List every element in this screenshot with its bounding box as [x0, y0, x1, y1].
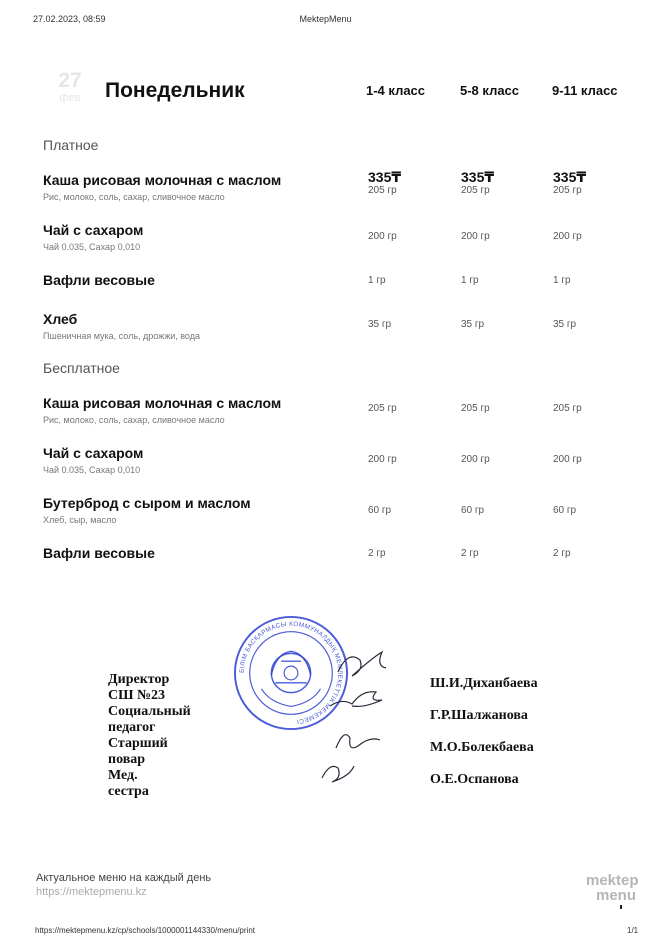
- print-site-name: MektepMenu: [299, 14, 352, 24]
- brand-logo: [586, 872, 639, 904]
- portion: 205 гр: [461, 185, 490, 196]
- dish-ingredients: Пшеничная мука, соль, дрожжи, вода: [43, 331, 200, 341]
- signature-person: О.Е.Оспанова: [430, 772, 519, 787]
- portion-cell: 200 гр: [461, 454, 490, 465]
- menu-item: [43, 395, 343, 426]
- portion-cell: 205 гр: [368, 403, 397, 414]
- brand-line-2: menu: [595, 887, 636, 904]
- portion-cell: 35 гр: [553, 319, 577, 330]
- portion-cell: 200 гр: [461, 231, 490, 242]
- dish-name: Хлеб: [43, 311, 78, 327]
- signature-person: Г.Р.Шалжанова: [430, 708, 528, 723]
- dish-name: Вафли весовые: [43, 272, 155, 288]
- dish-ingredients: Чай 0.035, Сахар 0,010: [43, 465, 141, 475]
- price: 335₸: [553, 169, 587, 185]
- portion-cell: 35 гр: [368, 319, 392, 330]
- print-timestamp: 27.02.2023, 08:59: [33, 14, 106, 24]
- dish-ingredients: Чай 0.035, Сахар 0,010: [43, 242, 141, 252]
- footer-note-text: Актуальное меню на каждый день: [36, 872, 212, 884]
- date-day: 27: [58, 69, 82, 92]
- portion-cell: 35 гр: [461, 319, 485, 330]
- portion-cell: 205 гр: [461, 403, 490, 414]
- portion-cell: 60 гр: [461, 505, 485, 516]
- portion-cell: 1 гр: [368, 275, 386, 286]
- dish-ingredients: Хлеб, сыр, масло: [43, 515, 117, 525]
- signature-person: Ш.И.Диханбаева: [430, 676, 538, 691]
- portion-cell: 205 гр: [553, 403, 582, 414]
- price: 335₸: [368, 169, 402, 185]
- svg-text:БІЛІМ БАСҚАРМАСЫ КОММУНАЛДЫҚ М: БІЛІМ БАСҚАРМАСЫ КОММУНАЛДЫҚ МЕМЛЕКЕТТІК МЕКЕМЕСІ: [238, 620, 344, 725]
- price: 335₸: [461, 169, 495, 185]
- official-stamp-icon: [232, 614, 350, 732]
- signature-role: Старший повар: [108, 736, 168, 767]
- menu-item: [43, 311, 343, 342]
- signature-role: Мед. сестра: [108, 768, 149, 799]
- dish-ingredients: Рис, молоко, соль, сахар, сливочное масло: [43, 192, 225, 202]
- portion-cell: 60 гр: [553, 505, 577, 516]
- dish-name: Каша рисовая молочная с маслом: [43, 395, 282, 411]
- portion-cell: 1 гр: [553, 275, 571, 286]
- section-title-free: Бесплатное: [43, 360, 120, 376]
- menu-item: [43, 222, 343, 253]
- brand-line-1: mektep: [586, 872, 639, 889]
- portion-cell: [553, 170, 633, 197]
- portion-cell: 60 гр: [368, 505, 392, 516]
- footer-note: [36, 871, 211, 899]
- menu-item: [43, 172, 343, 203]
- menu-item: [43, 445, 343, 476]
- signature-role: Директор СШ №23: [108, 672, 170, 703]
- date-month: фев: [59, 92, 81, 104]
- portion-cell: 2 гр: [368, 548, 386, 559]
- dish-name: Каша рисовая молочная с маслом: [43, 172, 282, 188]
- dish-name: Чай с сахаром: [43, 222, 144, 238]
- portion-cell: [368, 170, 448, 197]
- portion: 205 гр: [553, 185, 582, 196]
- portion-cell: 200 гр: [553, 231, 582, 242]
- portion-cell: 2 гр: [553, 548, 571, 559]
- portion-cell: 200 гр: [368, 454, 397, 465]
- dish-ingredients: Рис, молоко, соль, сахар, сливочное масло: [43, 415, 225, 425]
- section-title-paid: Платное: [43, 137, 99, 153]
- signature-person: М.О.Болекбаева: [430, 740, 534, 755]
- portion-cell: [461, 170, 541, 197]
- menu-item: [43, 545, 343, 561]
- menu-item: [43, 272, 343, 288]
- footer-link[interactable]: https://mektepmenu.kz: [36, 886, 147, 898]
- dish-name: Бутерброд с сыром и маслом: [43, 495, 251, 511]
- date-badge: [50, 70, 90, 104]
- portion-cell: 2 гр: [461, 548, 479, 559]
- menu-item: [43, 495, 343, 526]
- dish-name: Чай с сахаром: [43, 445, 144, 461]
- page-title: Понедельник: [105, 79, 245, 102]
- dish-name: Вафли весовые: [43, 545, 155, 561]
- portion: 205 гр: [368, 185, 397, 196]
- page-number: 1/1: [627, 926, 639, 935]
- portion-cell: 200 гр: [368, 231, 397, 242]
- portion-cell: 1 гр: [461, 275, 479, 286]
- column-header-5-8: 5-8 класс: [460, 83, 520, 98]
- print-url: https://mektepmenu.kz/cp/schools/1000001144330/menu/print: [35, 926, 255, 935]
- signature-role: Социальный педагог: [108, 704, 191, 735]
- portion-cell: 200 гр: [553, 454, 582, 465]
- brand-mark-icon: [620, 905, 622, 909]
- column-header-1-4: 1-4 класс: [366, 83, 426, 98]
- column-header-9-11: 9-11 класс: [552, 83, 618, 98]
